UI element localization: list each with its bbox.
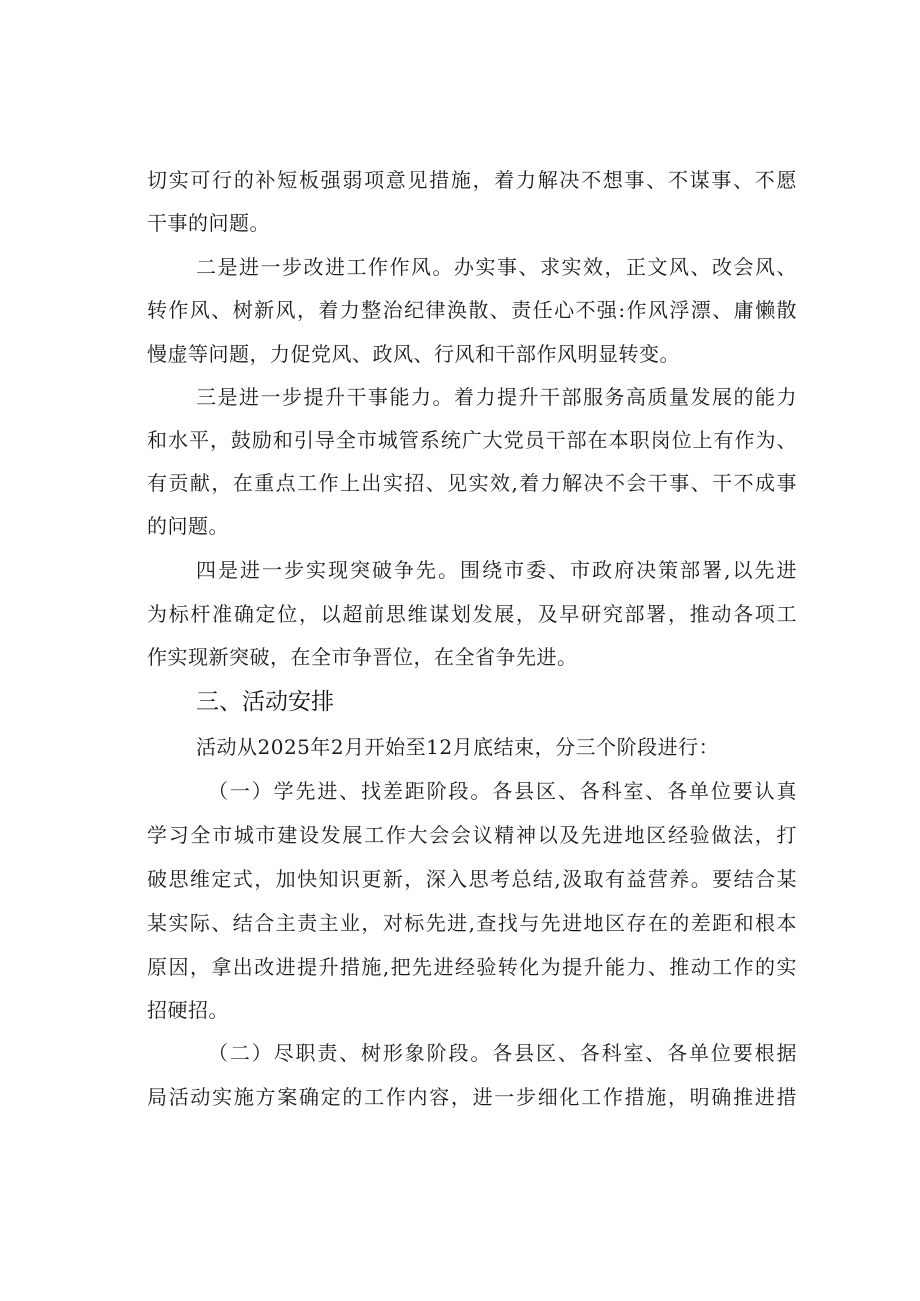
paragraph-4-line-2: 为标杆准确定位，以超前思维谋划发展，及早研究部署，推动各项工 [147,602,797,626]
paragraph-2-line-1: 二是进一步改进工作作风。办实事、求实效，正文风、改会风、 [196,255,797,279]
stage-1-line-3: 破思维定式，加快知识更新，深入思考总结,汲取有益营养。要结合某 [147,867,797,891]
paragraph-4-line-1: 四是进一步实现突破争先。围绕市委、市政府决策部署,以先进 [196,558,797,582]
section-heading: 三、活动安排 [196,689,334,715]
paragraph-2-line-3: 慢虚等问题，力促党风、政风、行风和干部作风明显转变。 [147,342,680,366]
paragraph-3-line-3: 有贡献，在重点工作上出实招、见实效,着力解决不会干事、干不成事 [147,471,797,495]
paragraph-3-line-2: 和水平，鼓励和引导全市城管系统广大党员干部在本职岗位上有作为、 [147,428,797,452]
stage-1-line-6: 招硬招。 [147,998,229,1022]
paragraph-4-line-3: 作实现新突破，在全市争晋位，在全省争先进。 [147,645,578,669]
paragraph-3-line-1: 三是进一步提升干事能力。着力提升干部服务高质量发展的能力 [196,385,797,409]
stage-1-line-5: 原因，拿出改进提升措施,把先进经验转化为提升能力、推动工作的实 [147,955,797,979]
stage-2-line-2: 局活动实施方案确定的工作内容，进一步细化工作措施，明确推进措 [147,1085,797,1109]
stage-2-line-1: （二）尽职责、树形象阶段。各县区、各科室、各单位要根据 [208,1041,797,1065]
paragraph-3-line-4: 的问题。 [147,514,229,538]
intro-line: 活动从2025年2月开始至12月底结束，分三个阶段进行： [196,735,720,759]
paragraph-2-line-2: 转作风、树新风，着力整治纪律涣散、责任心不强:作风浮漂、庸懒散 [147,298,797,322]
paragraph-1-line-1: 切实可行的补短板强弱项意见措施，着力解决不想事、不谋事、不愿 [147,168,797,192]
stage-1-line-4: 某实际、结合主责主业，对标先进,查找与先进地区存在的差距和根本 [147,911,797,935]
paragraph-1-line-2: 干事的问题。 [147,211,270,235]
stage-1-line-1: （一）学先进、找差距阶段。各县区、各科室、各单位要认真 [208,779,797,803]
stage-1-line-2: 学习全市城市建设发展工作大会会议精神以及先进地区经验做法，打 [147,823,797,847]
